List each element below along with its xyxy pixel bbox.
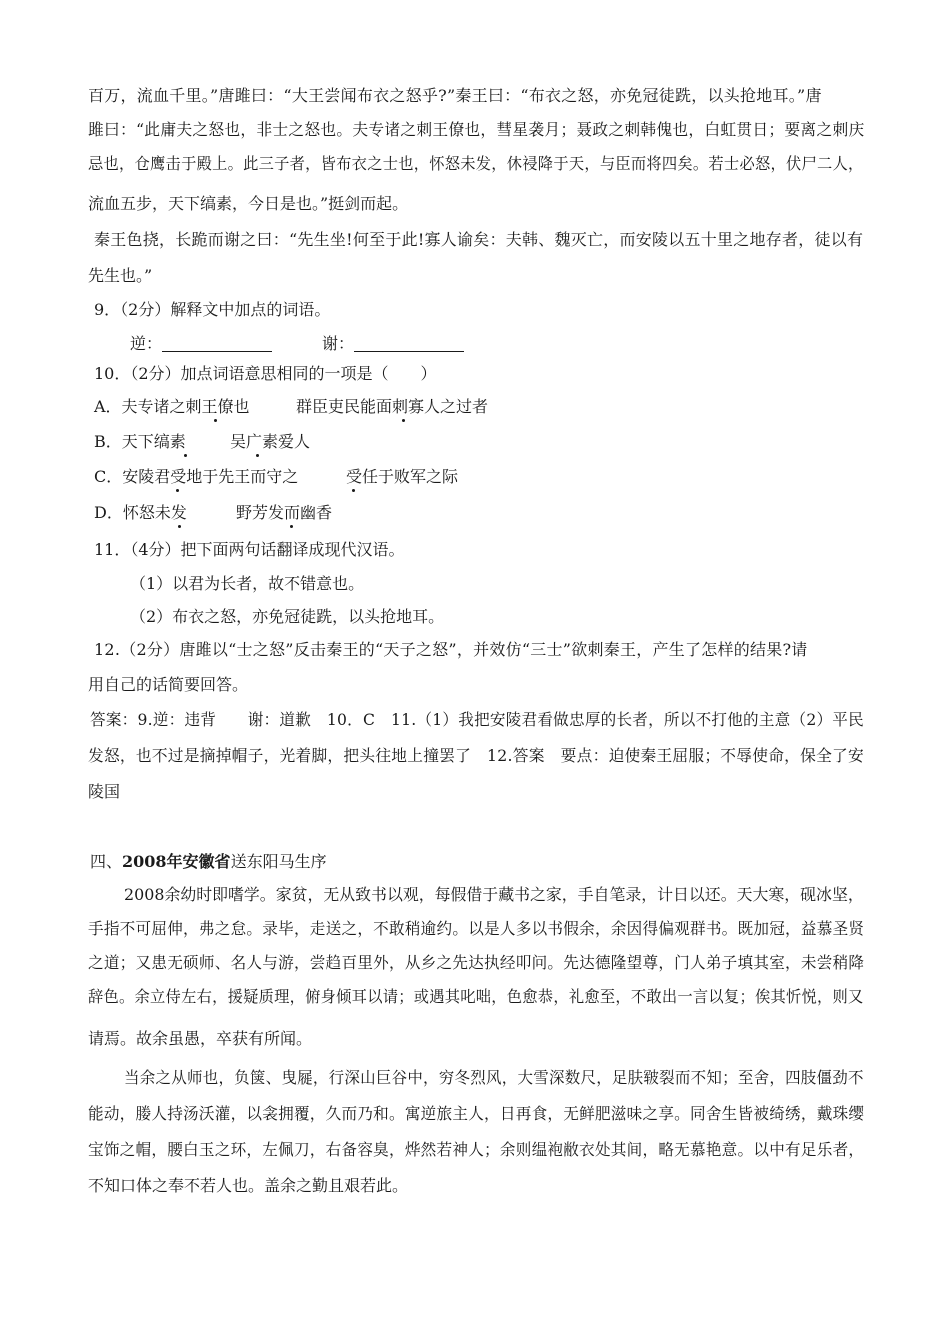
emphasis-dot — [256, 454, 259, 457]
q9-blank-ni[interactable] — [162, 335, 272, 352]
q10-option-a-right: 群臣吏民能面刺寡人之过者 — [296, 397, 489, 416]
passage2-line-5: 请焉。故余虽愚，卒获有所闻。 — [88, 1029, 313, 1048]
passage1-line-5: 秦王色挠，长跪而谢之曰：“先生坐!何至于此!寡人谕矣：夫韩、魏灭亡，而安陵以五十里之地存者，徒以有 — [94, 230, 864, 249]
q10-option-b-right: 吴广素爱人 — [230, 432, 311, 451]
q10-option-a-left: A．夫专诸之刺王僚也 — [94, 397, 250, 416]
q10-option-d-left: D．怀怒未发 — [94, 503, 187, 522]
section4-heading — [90, 852, 327, 872]
passage2-line-9: 不知口体之奉不若人也。盖余之勤且艰若此。 — [88, 1176, 409, 1195]
q10-option-b-left: B．天下缟素 — [94, 432, 186, 451]
q9-label-xie: 谢： — [322, 334, 355, 353]
passage2-line-3: 之道；又患无硕师、名人与游，尝趋百里外，从乡之先达执经叩问。先达德隆望尊，门人弟子填其室，未尝稍降 — [88, 953, 865, 972]
passage1-line-2: 雎曰：“此庸夫之怒也，非士之怒也。夫专诸之刺王僚也，彗星袭月；聂政之刺韩傀也，白虹贯日；要离之刺庆 — [88, 120, 865, 139]
passage1-line-6: 先生也。” — [88, 266, 153, 285]
section4-title: 送东阳马生序 — [230, 852, 327, 871]
emphasis-dot — [290, 525, 293, 528]
q11-item-1: （1）以君为长者，故不错意也。 — [130, 574, 365, 593]
emphasis-dot — [184, 454, 187, 457]
section4-prefix: 四、 — [90, 852, 123, 871]
q9-stem: 9．（2分）解释文中加点的词语。 — [94, 300, 331, 319]
q10-option-c-right: 受任于败军之际 — [346, 467, 459, 486]
q11-item-2: （2）布衣之怒，亦免冠徒跣，以头抢地耳。 — [130, 607, 445, 626]
q9-answer-row — [130, 334, 464, 354]
answer-line-2: 发怒，也不过是摘掉帽子，光着脚，把头往地上撞罢了 12.答案 要点：迫使秦王屈服；不辱使命，保全了安 — [88, 746, 864, 765]
passage2-line-7: 能动，媵人持汤沃灌，以衾拥覆，久而乃和。寓逆旅主人，日再食，无鲜肥滋味之享。同舍生皆被绮绣，戴珠缨 — [88, 1104, 865, 1123]
q10-option-c-left: C．安陵君受地于先王而守之 — [94, 467, 299, 486]
q11-stem: 11．（4分）把下面两句话翻译成现代汉语。 — [94, 540, 405, 559]
emphasis-dot — [176, 489, 179, 492]
q9-label-ni: 逆： — [130, 334, 163, 353]
passage2-line-1: 2008余幼时即嗜学。家贫，无从致书以观，每假借于藏书之家，手自笔录，计日以还。天大寒，砚冰坚， — [124, 885, 864, 904]
passage1-line-3: 忌也，仓鹰击于殿上。此三子者，皆布衣之士也，怀怒未发，休祲降于天，与臣而将四矣。若士必怒，伏尸二人， — [88, 154, 864, 173]
q12-line-2: 用自己的话简要回答。 — [88, 675, 249, 694]
passage2-line-8: 宝饰之帽，腰白玉之环，左佩刀，右备容臭，烨然若神人；余则缊袍敝衣处其间，略无慕艳意。以中有足乐者， — [88, 1140, 865, 1159]
q12-line-1: 12.（2分）唐雎以“士之怒”反击秦王的“天子之怒”，并效仿“三士”欲刺秦王，产生了怎样的结果?请 — [94, 640, 808, 659]
passage1-line-4: 流血五步，天下缟素，今日是也。”挺剑而起。 — [88, 194, 409, 213]
emphasis-dot — [402, 419, 405, 422]
answer-line-1: 答案：9.逆：违背 谢：道歉 10．C 11.（1）我把安陵君看做忠厚的长者，所以不打他的主意（2）平民 — [90, 710, 864, 729]
passage2-line-2: 手指不可屈伸，弗之怠。录毕，走送之，不敢稍逾约。以是人多以书假余，余因得偏观群书。既加冠，益慕圣贤 — [88, 919, 865, 938]
q10-option-d-right: 野芳发而幽香 — [236, 503, 333, 522]
emphasis-dot — [214, 419, 217, 422]
q9-blank-xie[interactable] — [354, 335, 464, 352]
answer-line-3: 陵国 — [88, 782, 121, 801]
q10-stem: 10．（2分）加点词语意思相同的一项是（ ） — [94, 364, 437, 383]
emphasis-dot — [178, 525, 181, 528]
passage2-line-6: 当余之从师也，负箧、曳屣，行深山巨谷中，穷冬烈风，大雪深数尺，足肤皲裂而不知；至舍，四肢僵劲不 — [124, 1068, 864, 1087]
passage1-line-1: 百万，流血千里。”唐雎曰：“大王尝闻布衣之怒乎?”秦王曰：“布衣之怒，亦免冠徒跣，以头抢地耳。”唐 — [88, 86, 822, 105]
passage2-line-4: 辞色。余立侍左右，援疑质理，俯身倾耳以请；或遇其叱咄，色愈恭，礼愈至，不敢出一言以复；俟其忻悦，则又 — [88, 987, 864, 1006]
emphasis-dot — [352, 489, 355, 492]
section4-source: 2008年安徽省 — [122, 852, 231, 871]
